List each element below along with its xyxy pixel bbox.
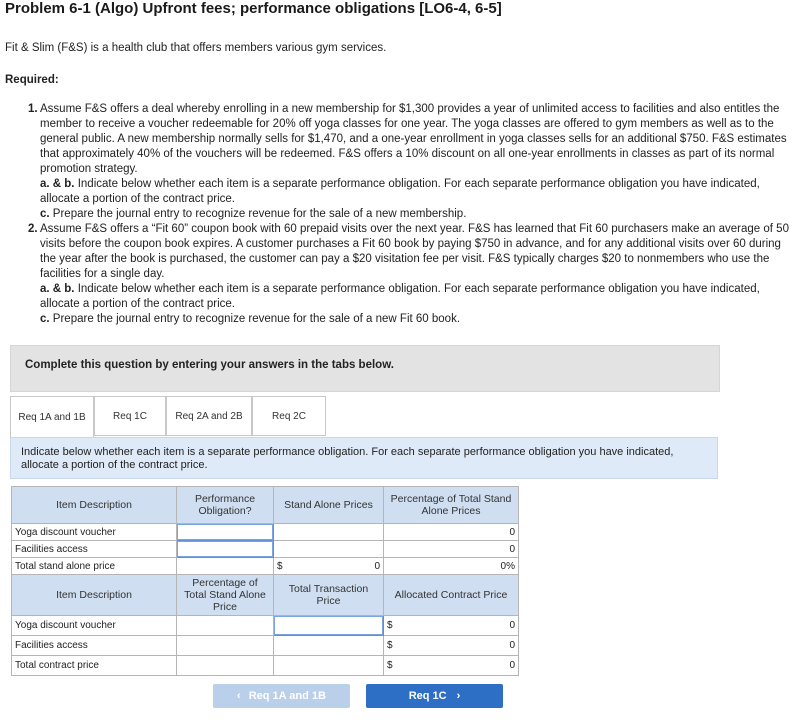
empty-cell — [177, 656, 274, 676]
header-percentage-stand-alone: Percentage of Total Stand Alone Price — [177, 575, 274, 616]
required-heading: Required: — [5, 74, 59, 86]
requirement-number: 2. — [28, 223, 38, 235]
currency-symbol: $ — [387, 660, 393, 671]
chevron-left-icon: ‹ — [237, 690, 241, 702]
allocation-table — [11, 486, 519, 676]
header-total-transaction-price: Total Transaction Price — [274, 575, 384, 616]
requirement-number: 1. — [28, 103, 38, 115]
c-label: c. — [40, 313, 50, 325]
total-contract-price — [384, 656, 519, 676]
pct-yoga: 0 — [384, 524, 519, 541]
pct-facilities: 0 — [384, 541, 519, 558]
requirement-ab — [40, 282, 790, 312]
requirement-c — [40, 207, 790, 222]
ab-text: Indicate below whether each item is a separate performance obligation. For each separate performance obligation you have indicated, allocate a portion of the contract price. — [40, 178, 760, 205]
header-allocated-contract-price: Allocated Contract Price — [384, 575, 519, 616]
total-value: 0 — [374, 560, 380, 572]
allocated-value: 0 — [509, 640, 515, 651]
currency-symbol: $ — [387, 620, 393, 631]
requirement-text: Assume F&S offers a “Fit 60” coupon book with 60 prepaid visits over the next year. F&S has learned that Fit 60 purchasers make an average of 50 visits before the coupon book expires. A customer purchases a Fit 60 book by paying $750 in advance, and for any additional visits over 60 during the year after the book is purchased, the customer can pay a $20 visitation fee per visit. F&S typically charges $20 to nonmembers who use the facilities for a single day. — [40, 223, 789, 280]
total-pct: 0% — [384, 558, 519, 575]
requirements-list — [28, 102, 790, 327]
requirement-2 — [28, 222, 790, 327]
currency-symbol: $ — [277, 560, 283, 572]
next-tab-button[interactable] — [366, 684, 503, 708]
stand-alone-price-facilities-input[interactable] — [274, 541, 384, 558]
row-label-total-stand-alone: Total stand alone price — [12, 558, 177, 575]
ab-label: a. & b. — [40, 178, 75, 190]
requirement-text: Assume F&S offers a deal whereby enrolling in a new membership for $1,300 provides a year of unlimited access to facilities and also entitles the member to receive a voucher redeemable for 20% off yoga classes for one year. The yoga classes are offered to gym members as well as to the general public. A new membership normally sells for $1,470, and a one-year enrollment in yoga classes sells for an additional $750. F&S estimates that approximately 40% of the vouchers will be redeemed. F&S offers a 10% discount on all one-year enrollments in classes as part of its normal promotion strategy. — [40, 103, 787, 175]
tab-req-1a-1b[interactable]: Req 1A and 1B — [10, 396, 94, 437]
tab-req-1c[interactable]: Req 1C — [94, 396, 166, 436]
requirement-c — [40, 312, 790, 327]
prev-tab-button[interactable] — [213, 684, 350, 708]
c-text: Prepare the journal entry to recognize revenue for the sale of a new Fit 60 book. — [52, 313, 461, 325]
header-item-description: Item Description — [12, 487, 177, 524]
pct-stand-alone-yoga — [177, 616, 274, 636]
total-transaction-price-input[interactable] — [274, 616, 384, 636]
pct-stand-alone-facilities — [177, 636, 274, 656]
row-label-yoga-2: Yoga discount voucher — [12, 616, 177, 636]
chevron-right-icon: › — [456, 690, 461, 702]
ab-text: Indicate below whether each item is a separate performance obligation. For each separate performance obligation you have indicated, allocate a portion of the contract price. — [40, 283, 760, 310]
row-label-facilities-2: Facilities access — [12, 636, 177, 656]
c-text: Prepare the journal entry to recognize revenue for the sale of a new membership. — [52, 208, 467, 220]
empty-cell — [274, 636, 384, 656]
header-stand-alone-prices: Stand Alone Prices — [274, 487, 384, 524]
empty-cell — [274, 656, 384, 676]
allocated-facilities — [384, 636, 519, 656]
allocated-value: 0 — [509, 620, 515, 631]
complete-text: Complete this question by entering your answers in the tabs below. — [25, 359, 394, 371]
header-item-description-2: Item Description — [12, 575, 177, 616]
page-title: Problem 6-1 (Algo) Upfront fees; performance obligations [LO6-4, 6-5] — [5, 0, 502, 17]
currency-symbol: $ — [387, 640, 393, 651]
requirement-1 — [28, 102, 790, 222]
tab-req-2a-2b[interactable]: Req 2A and 2B — [166, 396, 252, 436]
row-label-total-contract: Total contract price — [12, 656, 177, 676]
prev-label: Req 1A and 1B — [248, 690, 326, 702]
performance-obligation-facilities-input[interactable] — [177, 541, 274, 558]
tab-req-2c[interactable]: Req 2C — [252, 396, 326, 436]
header-performance-obligation: Performance Obligation? — [177, 487, 274, 524]
allocated-yoga — [384, 616, 519, 636]
header-percentage-total: Percentage of Total Stand Alone Prices — [384, 487, 519, 524]
next-label: Req 1C — [408, 690, 447, 702]
row-label-yoga: Yoga discount voucher — [12, 524, 177, 541]
tab-instruction: Indicate below whether each item is a separate performance obligation. For each separate performance obligation you have indicated, allocate a portion of the contract price. — [10, 437, 718, 479]
performance-obligation-yoga-input[interactable] — [177, 524, 274, 541]
total-stand-alone-price — [274, 558, 384, 575]
c-label: c. — [40, 208, 50, 220]
intro-text: Fit & Slim (F&S) is a health club that offers members various gym services. — [5, 42, 387, 54]
empty-cell — [177, 558, 274, 575]
row-label-facilities: Facilities access — [12, 541, 177, 558]
ab-label: a. & b. — [40, 283, 75, 295]
stand-alone-price-yoga-input[interactable] — [274, 524, 384, 541]
total-contract-value: 0 — [509, 660, 515, 671]
requirement-ab — [40, 177, 790, 207]
complete-banner — [10, 345, 720, 392]
